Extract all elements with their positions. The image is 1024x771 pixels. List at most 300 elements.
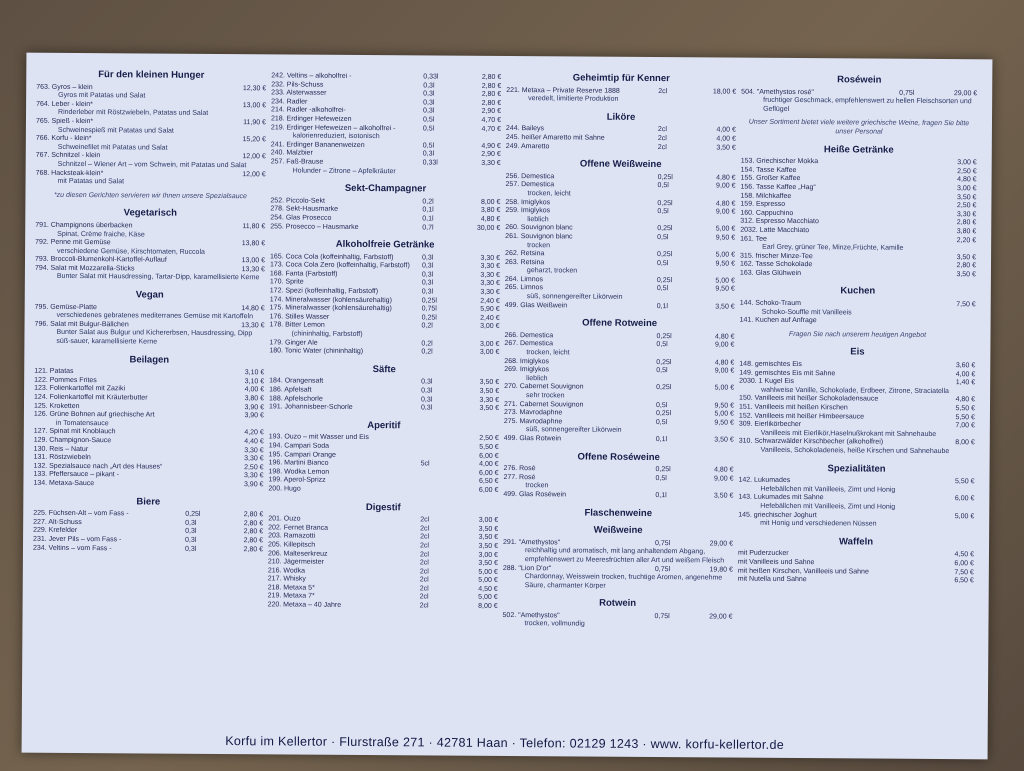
item-description: Schnitzel – Wiener Art – vom Schwein, mit Patatas und Salat — [57, 160, 247, 170]
item-name: 170. Sprite — [269, 278, 304, 287]
item-price: 13,30 € — [241, 266, 265, 274]
item-price: 3,90 € — [244, 403, 265, 411]
item-name: 172. Spezi (koffeinhaltig, Farbstoff) — [269, 287, 379, 296]
section-title: Offene Weißweine — [579, 158, 662, 171]
item-size — [898, 193, 932, 202]
menu-item — [505, 302, 735, 312]
item-size — [185, 472, 219, 481]
item-size: 0,3l — [421, 387, 433, 395]
menu-item — [504, 435, 734, 445]
item-name: 309. Eierlikörbecher — [738, 420, 802, 429]
item-name: 273. Mavrodaphne — [503, 409, 563, 417]
section-title: Weißweine — [593, 524, 643, 537]
item-size — [896, 560, 930, 569]
item-price: 4,80 € — [714, 466, 734, 474]
item-size — [899, 167, 933, 176]
item-size: 0,75l — [421, 305, 437, 313]
item-name: 149. gemischtes Eis mit Sahne — [739, 369, 836, 377]
item-size: 0,3l — [421, 279, 434, 287]
item-price: 8,00 € — [480, 198, 501, 206]
item-price: 3,80 € — [480, 207, 501, 215]
item-price: 4,80 € — [715, 199, 736, 208]
menu-item — [268, 601, 498, 611]
item-size — [897, 405, 931, 414]
item-name: 188. Apfelschorle — [269, 394, 323, 403]
item-size — [188, 136, 222, 145]
item-price: 4,20 € — [244, 429, 264, 437]
item-size: 0,5l — [656, 259, 669, 267]
item-name: 205. Killepitsch — [268, 541, 316, 549]
section-title: Beilagen — [129, 353, 170, 366]
item-size — [897, 362, 931, 371]
item-description: Rinderleber mit Röstzwiebeln, Patatas und Salat — [58, 109, 209, 118]
menu-item — [269, 404, 499, 414]
item-description: lieblich — [526, 374, 548, 383]
item-description: lieblich — [527, 215, 549, 224]
item-size — [898, 219, 932, 228]
item-description: mit Honig und verschiedenen Nüssen — [760, 519, 877, 528]
item-price: 5,00 € — [478, 594, 498, 602]
item-price: 2,20 € — [956, 236, 977, 244]
item-size — [898, 185, 932, 194]
item-name: 184. Orangensaft — [269, 377, 324, 386]
section-title: Waffeln — [839, 536, 874, 548]
item-size — [421, 443, 455, 452]
item-price: 4,00 € — [716, 135, 736, 143]
item-name: 162. Tasse Schokolade — [739, 260, 813, 269]
item-size: 0,2l — [421, 348, 433, 356]
item-price: 5,90 € — [480, 306, 500, 314]
menu-item — [270, 223, 500, 233]
item-size — [899, 176, 933, 185]
item-name: 218. Metaxa 5* — [267, 584, 315, 592]
item-price: 3,50 € — [956, 271, 976, 279]
item-price: 29,00 € — [709, 540, 734, 548]
item-size — [898, 318, 932, 327]
item-name: 270. Cabernet Souvignon — [504, 383, 584, 391]
item-price: 3,50 € — [478, 534, 499, 542]
item-description: Schweinefilet mit Patatas und Salat — [57, 143, 168, 152]
item-price: 5,50 € — [955, 413, 975, 421]
item-size — [188, 119, 222, 128]
item-size — [187, 304, 221, 313]
item-price: 5,50 € — [955, 405, 976, 413]
item-description: süß, sonnengereifter Likörwein — [526, 293, 623, 301]
item-price: 4,70 € — [481, 125, 501, 133]
item-price: 3,50 € — [479, 379, 500, 387]
item-size: 2cl — [419, 593, 429, 601]
item-size — [897, 370, 931, 379]
item-price: 5,00 € — [954, 512, 975, 520]
item-name: 502. "Amethystos" — [502, 611, 560, 620]
restaurant-footer: Korfu im Kellertor · Flurstraße 271 · 42781 Haan · Telefon: 02129 1243 · www. korfu-kellertor.de — [225, 734, 785, 752]
item-description: geharzt, trocken — [526, 267, 578, 275]
item-price: 9,00 € — [714, 341, 735, 350]
item-size: 0,25l — [657, 251, 673, 259]
item-price: 3,30 € — [244, 455, 264, 463]
item-price: 3,50 € — [956, 193, 977, 201]
item-price: 2,50 € — [479, 435, 499, 443]
item-price: 4,90 € — [481, 142, 501, 150]
item-price: 3,60 € — [955, 362, 976, 370]
menu-item — [506, 143, 736, 153]
item-name: 161. Tee — [740, 235, 767, 243]
item-name: 499. Glas Weißwein — [504, 301, 568, 310]
section-title: Offene Roséweine — [577, 451, 660, 463]
item-name: 160. Cappuchino — [740, 209, 794, 217]
item-name: 150. Vanilleeis mit heißer Schokoladensauce — [739, 395, 879, 403]
item-size: 0,75l — [654, 565, 671, 573]
item-price: 3,90 € — [243, 481, 264, 489]
item-price: 9,00 € — [714, 367, 735, 375]
item-price: 4,80 € — [716, 174, 736, 182]
item-name: 151. Vanilleeis mit heißen Kirschen — [738, 403, 848, 412]
item-size — [187, 240, 221, 249]
section-title: Heiße Getränke — [823, 143, 894, 156]
section-title: Vegan — [135, 289, 164, 301]
item-size — [186, 369, 220, 378]
item-price: 6,00 € — [954, 560, 974, 568]
item-name: 288. "Lion D'or" — [502, 564, 552, 572]
item-description: verschiedene Gemüse, Kirschtomaten, Ruccola — [57, 247, 205, 256]
item-price: 4,00 € — [244, 386, 265, 394]
item-description: fruchtiger Geschmack, empfehlenswert zu hellen Fleischsorten und Geflügel — [763, 96, 972, 113]
item-name: 794. Salat mit Mozzarella-Sticks — [34, 264, 135, 273]
item-description: Vanilleeis mit Eierlikör,Haselnußkrokant mit Sahnehaube — [760, 429, 937, 438]
item-price: 6,00 € — [478, 486, 499, 494]
item-price: 4,80 € — [957, 176, 977, 184]
item-price: 3,50 € — [716, 144, 736, 152]
item-name: 180. Tonic Water (chininhaltig) — [269, 347, 364, 356]
item-name: 763. Gyros – klein — [36, 83, 93, 91]
item-size — [421, 452, 455, 461]
item-description: Chardonnay, Weisswein trocken, fruchtige Aromen, angenehme Säure, charmanter Körper — [524, 573, 723, 590]
item-name: 191. Johannisbeer-Schorle — [268, 403, 353, 412]
item-name: 245. heißer Amaretto mit Sahne — [505, 133, 605, 142]
item-price: 2,40 € — [480, 314, 500, 322]
item-name: 123. Folienkartoffel mit Zaziki — [34, 385, 126, 393]
item-description: kalorienreduziert, isotonisch — [292, 132, 380, 141]
item-price: 2,80 € — [243, 519, 264, 528]
item-size — [188, 153, 222, 162]
item-price: 2,80 € — [481, 91, 502, 99]
item-price: 3,80 € — [244, 395, 265, 403]
item-size: 0,25l — [657, 199, 673, 207]
item-name: 252. Piccolo-Sekt — [270, 197, 325, 205]
item-name: 499. Glas Roséwein — [503, 490, 567, 499]
item-price: 3,00 € — [957, 185, 977, 193]
item-size — [186, 455, 220, 464]
item-name: 278. Sekt-Hausmarke — [270, 205, 339, 214]
menu-item — [740, 269, 976, 279]
item-name: 198. Wodka Lemon — [268, 468, 330, 476]
item-description: Earl Grey, grüner Tee, Minze,Früchte, Kamille — [762, 243, 904, 252]
item-price: 2,80 € — [481, 73, 502, 81]
item-price: 6,50 € — [954, 577, 974, 585]
item-name: 218. Erdinger Hefeweizen — [270, 115, 352, 123]
item-price: 3,50 € — [479, 404, 500, 413]
item-size: 0,25l — [185, 510, 201, 518]
item-size: 0,3l — [423, 82, 435, 90]
item-name: 312. Espresso Macchiato — [740, 217, 819, 226]
item-size: 0,5l — [656, 341, 668, 349]
item-name: 127. Spinat mit Knoblauch — [33, 428, 116, 436]
item-price: 29,00 € — [709, 613, 733, 621]
item-size: 0,5l — [656, 285, 669, 293]
item-size: 0,5l — [657, 233, 669, 242]
item-price: 4,00 € — [955, 370, 976, 378]
item-name: 499. Glas Rotwein — [503, 434, 561, 443]
item-description: wahlweise Vanille, Schokolade, Erdbeer, Zitrone, Straciatella — [761, 386, 949, 395]
item-size — [188, 170, 222, 179]
item-size — [896, 551, 930, 560]
item-name: 159. Espresso — [740, 200, 786, 209]
item-price: 9,50 € — [715, 234, 736, 242]
item-name: 2032. Latte Macchiato — [740, 226, 810, 235]
item-description: in Tomatensauce — [55, 419, 109, 428]
item-price: 13,30 € — [241, 321, 265, 330]
item-name: 153. Griechischer Mokka — [740, 157, 819, 166]
item-size — [420, 478, 454, 487]
item-size: 0,25l — [655, 466, 671, 474]
item-name: 132. Spezialsauce nach „Art des Hauses“ — [33, 462, 163, 471]
item-size: 0,25l — [655, 410, 672, 418]
item-size: 0,3l — [185, 536, 197, 544]
item-price: 4,80 € — [955, 396, 976, 404]
item-name: 260. Souvignon blanc — [505, 224, 573, 232]
item-name: 220. Metaxa – 40 Jahre — [267, 601, 342, 609]
item-size: 0,5l — [422, 124, 435, 133]
item-description: Hefebällchen mit Vanilleeis, Zimt und Honig — [760, 502, 896, 511]
item-description: veredelt, limitierte Produktion — [528, 95, 619, 103]
item-size: 0,25l — [656, 384, 672, 392]
item-size — [186, 403, 220, 412]
menu-column-2 — [268, 72, 502, 611]
item-price: 2,50 € — [956, 202, 977, 210]
section-title: Vegetarisch — [123, 207, 178, 220]
item-size: 0,25l — [656, 358, 672, 366]
item-price — [932, 318, 976, 327]
item-price: 7,00 € — [955, 422, 975, 430]
item-price: 2,80 € — [956, 262, 977, 270]
item-size — [898, 236, 932, 245]
item-name: 176. Stilles Wasser — [269, 313, 330, 321]
item-name: 133. Pfeffersauce – pikant - — [33, 471, 120, 479]
item-price: 30,00 € — [476, 224, 501, 232]
item-name: 195. Campari Orange — [268, 450, 337, 459]
section-title: Liköre — [606, 111, 636, 123]
item-size: 0,3l — [185, 528, 197, 536]
item-size: 0,25l — [421, 314, 437, 322]
section-title: Kuchen — [840, 285, 876, 298]
item-price: 2,90 € — [481, 108, 502, 116]
item-size: 5cl — [420, 460, 430, 468]
item-size: 2cl — [420, 516, 430, 524]
item-price: 1,40 € — [955, 379, 976, 387]
item-size: 0,3l — [422, 254, 434, 262]
item-name: mit heißen Kirschen, Vanilleeis und Sahne — [737, 567, 869, 576]
item-name: 201. Ouzo — [268, 515, 301, 523]
item-price: 19,80 € — [709, 565, 733, 574]
item-name: 258. Imiglykos — [505, 198, 551, 206]
item-description: trocken — [525, 482, 549, 490]
item-description: sehr trocken — [526, 392, 565, 400]
item-price: 3,90 € — [244, 412, 264, 420]
item-size: 0,2l — [421, 322, 433, 330]
item-size: 0,3l — [421, 378, 433, 386]
item-name: 277. Rosé — [503, 473, 536, 481]
item-name: 143. Lukumades mit Sahne — [738, 493, 824, 502]
item-size — [896, 512, 930, 521]
item-price: 3,30 € — [480, 280, 500, 288]
section-title: Roséwein — [837, 74, 882, 86]
item-size — [897, 422, 931, 431]
item-price: 8,00 € — [478, 602, 498, 611]
item-price: 5,00 € — [478, 577, 498, 585]
item-name: 261. Souvignon blanc — [505, 232, 573, 241]
item-price: 8,00 € — [955, 439, 975, 447]
item-price: 5,00 € — [715, 277, 735, 285]
item-name: 219. Metaxa 7* — [267, 592, 315, 601]
section-title: Geheimtip für Kenner — [572, 72, 670, 85]
item-name: 131. Röstzwiebeln — [33, 453, 91, 462]
section-note: Fragen Sie nach unserem heutigen Angebot — [788, 330, 927, 339]
item-name: 310. Schwarzwälder Kirschbecher (alkoholfrei) — [738, 437, 884, 447]
item-size: 2cl — [420, 533, 430, 541]
item-name: 225. Füchsen-Alt – vom Fass - — [33, 509, 129, 518]
item-name: 791. Champignons überbacken — [35, 221, 133, 230]
item-price: 4,80 € — [480, 215, 501, 223]
item-price: 5,50 € — [479, 443, 499, 451]
item-size — [898, 202, 932, 211]
item-price: 5,00 € — [714, 384, 735, 392]
item-name: 244. Baileys — [505, 125, 545, 133]
item-name: 227. Alt-Schuss — [33, 518, 82, 526]
item-size: 2cl — [419, 568, 429, 576]
item-name: 242. Veltins – alkoholfrei - — [271, 72, 352, 80]
item-size: 0,5l — [422, 142, 435, 150]
item-name: 156. Tasse Kaffee „Hag“ — [740, 183, 816, 192]
item-size: 0,3l — [421, 395, 433, 404]
item-name: 122. Pommes Frites — [34, 376, 97, 384]
item-name: mit Puderzucker — [737, 549, 789, 558]
item-name: 142. Lukumades — [738, 476, 791, 485]
item-size: 0,2l — [422, 198, 434, 206]
item-price: 12,30 € — [242, 84, 267, 92]
section-title: Säfte — [372, 363, 396, 376]
item-price: 2,80 € — [956, 219, 977, 227]
item-name: 165. Coca Cola (koffeinhaltig, Farbstoff) — [270, 253, 394, 261]
item-price: 3,10 € — [244, 369, 265, 377]
item-name: 158. Milchkaffee — [740, 192, 792, 200]
item-price: 9,50 € — [714, 419, 734, 427]
item-price: 3,30 € — [244, 472, 264, 480]
item-price: 9,50 € — [715, 260, 736, 268]
menu-item — [33, 480, 263, 490]
item-price: 4,50 € — [954, 551, 974, 559]
item-name: 793. Broccoli-Blumenkohl-Kartoffel-Auflauf — [34, 255, 167, 264]
item-size — [420, 469, 454, 478]
item-name: 193. Ouzo – mit Wasser und Eis — [268, 433, 369, 442]
item-name: 214. Radler -alkoholfrei- — [271, 106, 346, 115]
item-size — [897, 379, 931, 388]
item-name: 196. Martini Bianco — [268, 459, 329, 467]
item-size: 2cl — [419, 550, 429, 558]
item-size: 0,5l — [655, 401, 668, 409]
item-description: Vanilleeis, Schokoladeneis, heiße Kirschen und Sahnehaube — [760, 446, 950, 456]
item-name: 768. Hacksteak-klein* — [35, 169, 104, 177]
section-title: Für den kleinen Hunger — [98, 69, 205, 81]
menu-item — [740, 317, 976, 327]
item-name: 241. Erdinger Bananenweizen — [270, 141, 365, 149]
item-price: 4,00 € — [716, 126, 736, 134]
item-price: 4,00 € — [479, 460, 499, 469]
item-description: Hefebällchen mit Vanilleeis, Zimt und Honig — [760, 485, 896, 494]
item-name: 233. Alsterwasser — [271, 89, 327, 97]
item-price: 9,00 € — [715, 208, 736, 216]
item-description: Schoko-Souffle mit Vanilleeis — [761, 308, 852, 317]
item-description: trocken, leicht — [526, 349, 570, 357]
item-size — [896, 478, 930, 487]
item-price: 3,50 € — [713, 492, 734, 500]
item-name: 210. Jägermeister — [267, 558, 324, 566]
item-name: 145. griechischer Joghurt — [738, 511, 817, 519]
section-title: Biere — [136, 495, 161, 508]
item-price: 3,00 € — [957, 159, 977, 167]
item-size — [898, 301, 932, 310]
item-size: 0,25l — [657, 225, 673, 233]
item-size — [420, 486, 454, 495]
item-name: 200. Hugo — [268, 485, 301, 493]
item-size: 2cl — [419, 576, 429, 584]
item-size: 0,3l — [423, 99, 435, 107]
item-size — [898, 262, 932, 271]
item-price: 4,50 € — [478, 585, 498, 593]
section-title: Rotwein — [599, 597, 637, 610]
item-description: Spinat, Crème fraiche, Käse — [57, 230, 145, 238]
section-title: Offene Rotweine — [582, 317, 658, 330]
item-name: 217. Whisky — [267, 575, 306, 583]
item-price: 3,30 € — [480, 263, 500, 271]
item-description: trocken, vollmundig — [524, 620, 585, 629]
item-name: 232. Pils-Schuss — [271, 80, 324, 89]
item-size: 0,3l — [423, 90, 435, 98]
item-name: 796. Salat mit Bulgur-Bällchen — [34, 320, 129, 329]
item-size — [898, 271, 932, 280]
item-name: 219. Erdinger Hefeweizen – alkoholfrei - — [270, 123, 396, 132]
item-price: 4,80 € — [714, 333, 735, 341]
item-price: 2,80 € — [243, 511, 264, 519]
item-price: 9,00 € — [714, 475, 734, 483]
item-size: 0,25l — [657, 173, 673, 181]
item-size: 2cl — [419, 542, 429, 550]
item-price: 3,50 € — [715, 303, 735, 311]
item-price: 5,00 € — [715, 251, 736, 259]
item-size: 0,33l — [422, 159, 438, 167]
item-name: 267. Demestica — [504, 340, 554, 348]
item-name: 194. Campari Soda — [268, 442, 330, 450]
item-price: 7,50 € — [954, 568, 974, 576]
item-name: 174. Mineralwasser (kohlensäurehaltig) — [269, 295, 392, 304]
item-name: 257. Faß-Brause — [270, 158, 324, 166]
item-price: 3,00 € — [480, 323, 500, 331]
item-size: 0,2l — [421, 340, 433, 348]
item-size: 0,75l — [899, 89, 915, 97]
item-size — [897, 413, 931, 422]
item-size: 2cl — [419, 559, 429, 567]
item-size: 0,5l — [655, 418, 668, 426]
menu-sheet — [22, 53, 993, 760]
